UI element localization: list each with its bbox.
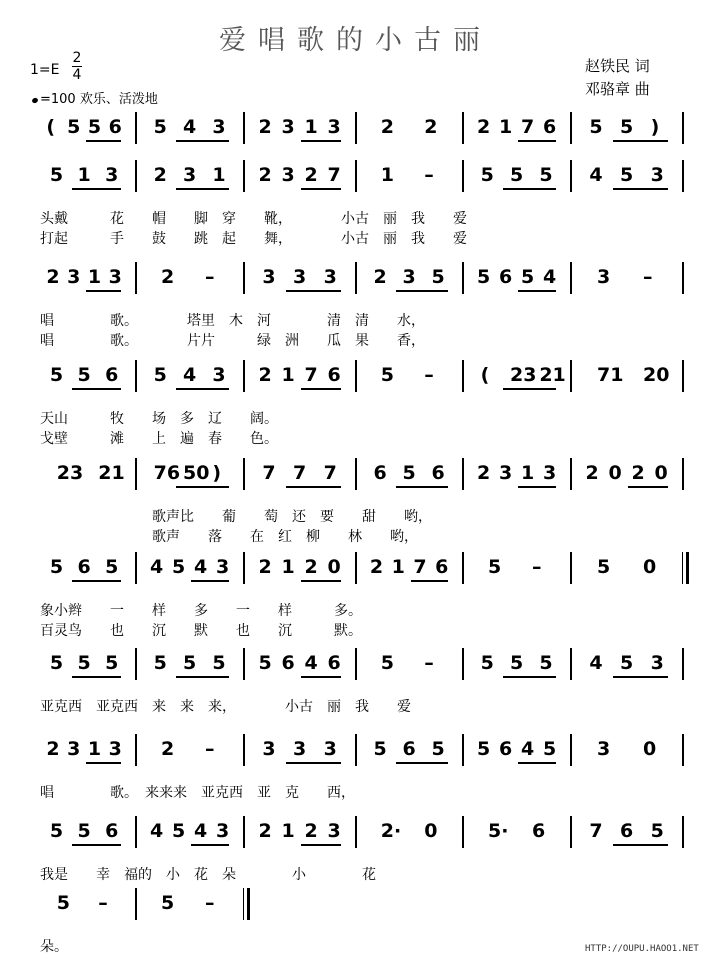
notation-token: 5 — [172, 820, 186, 842]
barline — [135, 262, 137, 294]
eighth-beam — [503, 388, 556, 390]
eighth-beam — [72, 388, 121, 390]
notation-token: 2 — [258, 116, 272, 138]
notation-token: 2 — [258, 164, 272, 186]
notation-token: 5 — [380, 652, 394, 674]
notation-token: 23 — [510, 364, 537, 386]
lyric-line: 唱 歌。 来来来 亚克西 亚 克 西， — [40, 785, 355, 801]
lyric-line: 亚克西 亚克西 来 来 来， 小古 丽 我 爱 — [40, 699, 411, 715]
notation-token: 3 — [216, 820, 230, 842]
notation-token: – — [424, 364, 434, 386]
notation-token: 1 — [281, 364, 295, 386]
notation-token: 3 — [108, 738, 122, 760]
notation-token: 5 — [521, 266, 535, 288]
barline — [243, 160, 245, 192]
barline — [682, 458, 684, 490]
eighth-beam — [411, 580, 449, 582]
notation-token: – — [205, 266, 215, 288]
barline — [462, 458, 464, 490]
notation-token: 1 — [87, 738, 102, 760]
barline — [570, 160, 572, 192]
notation-token: 3 — [262, 266, 276, 288]
staff-system — [0, 160, 711, 247]
notation-token: 5 — [431, 738, 445, 760]
notation-token: 5 — [650, 820, 664, 842]
notation-token: 1 — [304, 116, 318, 138]
lyric-line: 象小辫 一 样 多 一 样 多。 — [40, 603, 362, 619]
notation-token: 76 — [153, 462, 181, 484]
eighth-beam — [286, 290, 341, 292]
barline — [462, 160, 464, 192]
notation-token: 3 — [212, 364, 226, 386]
notation-token: 2 — [258, 820, 272, 842]
notation-token: 3 — [327, 820, 341, 842]
notation-token: 0 — [643, 738, 657, 760]
notation-token: 5 — [539, 652, 553, 674]
eighth-beam — [628, 486, 668, 488]
staff-system — [0, 552, 711, 639]
notation-token: 5 — [543, 738, 557, 760]
barline — [355, 458, 357, 490]
notation-token: ) — [650, 116, 660, 138]
notation-token: ( — [46, 116, 56, 138]
notation-token: 7 — [589, 820, 603, 842]
notation-token: – — [532, 556, 542, 578]
notation-token: 0 — [424, 820, 438, 842]
notation-token: 6 — [108, 116, 122, 138]
eighth-beam — [613, 844, 668, 846]
notation-token: 4 — [194, 556, 208, 578]
notation-token: 3 — [597, 738, 611, 760]
notation-token: 5 — [620, 116, 634, 138]
notation-token: 3 — [183, 164, 197, 186]
notation-token: 23 — [56, 462, 84, 484]
notation-token: 3 — [327, 116, 341, 138]
barline — [355, 816, 357, 848]
notation-token: 20 — [643, 364, 670, 386]
barline — [355, 262, 357, 294]
notation-token: 2 — [258, 364, 272, 386]
notation-token: 6 — [532, 820, 546, 842]
notation-token: 5 — [480, 652, 494, 674]
barline — [243, 888, 250, 920]
eighth-beam — [518, 762, 556, 764]
notation-token: 5 — [539, 164, 553, 186]
notation-token: 2 — [369, 556, 384, 578]
barline — [570, 816, 572, 848]
notation-token: 1 — [281, 556, 295, 578]
notation-token: 7 — [413, 556, 427, 578]
notation-token: 5 — [153, 652, 167, 674]
notation-token: 5 — [380, 364, 394, 386]
barline — [462, 262, 464, 294]
notation-token: 2 — [477, 462, 491, 484]
notation-token: 6 — [105, 820, 119, 842]
notation-token: 6 — [327, 364, 341, 386]
barline — [570, 112, 572, 144]
notation-token: 1 — [499, 116, 513, 138]
notation-token: 1 — [77, 164, 91, 186]
notation-token: – — [98, 892, 108, 914]
notation-token: 1 — [281, 820, 295, 842]
staff-system — [0, 458, 711, 545]
barline — [462, 360, 464, 392]
notation-token: 2 — [585, 462, 599, 484]
notation-token: 7 — [521, 116, 535, 138]
notation-token: 5 — [67, 116, 81, 138]
notation-token: 2 — [161, 266, 175, 288]
barline — [462, 112, 464, 144]
notation-token: 2 — [161, 738, 175, 760]
notation-token: 6 — [105, 364, 119, 386]
notation-token: 3 — [105, 164, 119, 186]
barline — [682, 112, 684, 144]
eighth-beam — [301, 844, 341, 846]
meter-top: 2 — [72, 50, 82, 66]
eighth-beam — [613, 188, 668, 190]
barline — [682, 816, 684, 848]
eighth-beam — [86, 762, 122, 764]
notation-token: 4 — [150, 820, 164, 842]
notation-token: 4 — [183, 116, 197, 138]
notation-token: 5 — [258, 652, 272, 674]
eighth-beam — [396, 486, 448, 488]
notation-token: 3 — [212, 116, 226, 138]
lyric-line: 天山 牧 场 多 辽 阔。 — [40, 411, 278, 427]
barline — [570, 458, 572, 490]
notation-token: 2 — [258, 556, 272, 578]
notation-token: 0 — [327, 556, 341, 578]
barline — [682, 160, 684, 192]
lyric-line: 唱 歌。 片片 绿 洲 瓜 果 香， — [40, 333, 425, 349]
eighth-beam — [396, 762, 448, 764]
notation-token: 1 — [391, 556, 405, 578]
notation-token: 5 — [172, 556, 186, 578]
notation-token: 6 — [402, 738, 416, 760]
notation-token: 2 — [304, 164, 318, 186]
eighth-beam — [286, 486, 341, 488]
notation-token: 3 — [650, 164, 664, 186]
barline — [682, 262, 684, 294]
eighth-beam — [86, 290, 122, 292]
notation-token: 5 — [161, 892, 175, 914]
barline — [355, 160, 357, 192]
barline — [355, 648, 357, 680]
barline — [135, 648, 137, 680]
lyric-line: 头戴 花 帽 脚 穿 靴， 小古 丽 我 爱 — [40, 211, 467, 227]
notation-token: 5 — [153, 116, 167, 138]
barline — [570, 360, 572, 392]
barline — [682, 360, 684, 392]
eighth-beam — [301, 188, 341, 190]
notation-token: 2 — [153, 164, 167, 186]
notation-token: 2 — [380, 116, 394, 138]
tempo-text: =100 欢乐、活泼地 — [40, 92, 158, 107]
lyric-line: 我是 幸 福的 小 花 朵 小 花 — [40, 867, 376, 883]
notation-token: 5 — [77, 364, 91, 386]
barline — [243, 648, 245, 680]
barline — [135, 360, 137, 392]
lyric-line: 戈壁 滩 上 遍 春 色。 — [40, 431, 278, 447]
barline — [462, 552, 464, 584]
notation-token: 5 — [105, 652, 119, 674]
notation-token: 5 — [373, 738, 387, 760]
notation-token: 3 — [281, 116, 295, 138]
eighth-beam — [191, 844, 229, 846]
song-title: 爱唱歌的小古丽 — [219, 25, 492, 56]
barline — [243, 552, 245, 584]
eighth-beam — [176, 140, 229, 142]
notation-token: 2 — [477, 116, 491, 138]
notation-token: 2 — [304, 820, 318, 842]
barline — [355, 552, 357, 584]
notation-token: 1 — [212, 164, 226, 186]
barline — [135, 888, 137, 920]
barline — [243, 360, 245, 392]
notation-token: – — [424, 164, 434, 186]
notation-token: 3 — [108, 266, 122, 288]
notation-token: 5 — [480, 164, 494, 186]
quarter-note-icon — [31, 97, 38, 104]
barline — [355, 734, 357, 766]
notation-token: 5 — [49, 652, 64, 674]
notation-token: 6 — [499, 266, 513, 288]
notation-token: 6 — [431, 462, 445, 484]
barline — [243, 816, 245, 848]
eighth-beam — [72, 676, 121, 678]
barline — [570, 552, 572, 584]
notation-token: 7 — [293, 462, 307, 484]
eighth-beam — [301, 676, 341, 678]
notation-token: 4 — [183, 364, 197, 386]
notation-token: 3 — [402, 266, 416, 288]
notation-token: ( — [480, 364, 490, 386]
notation-token: 2 — [304, 556, 318, 578]
barline — [355, 360, 357, 392]
watermark: HTTP://OUPU.HAOO1.NET — [585, 944, 699, 954]
barline — [243, 458, 245, 490]
notation-token: 6 — [499, 738, 513, 760]
notation-token: 5 — [77, 652, 91, 674]
meter-bottom: 4 — [72, 67, 82, 83]
staff-system — [0, 262, 711, 349]
notation-token: 21 — [539, 364, 566, 386]
eighth-beam — [176, 486, 229, 488]
notation-token: 3 — [293, 266, 307, 288]
eighth-beam — [72, 844, 121, 846]
notation-token: 7 — [262, 462, 276, 484]
notation-token: 3 — [499, 462, 513, 484]
notation-token: 6 — [620, 820, 634, 842]
lyric-line: 打起 手 鼓 跳 起 舞， 小古 丽 我 爱 — [40, 231, 467, 247]
barline — [243, 734, 245, 766]
staff-system — [0, 816, 711, 883]
notation-token: 1 — [380, 164, 394, 186]
eighth-beam — [72, 188, 121, 190]
key-signature: 1=E — [30, 62, 60, 78]
notation-token: 5 — [87, 116, 102, 138]
notation-token: 21 — [98, 462, 125, 484]
notation-token: 5 — [183, 652, 197, 674]
lyric-line: 歌声比 葡 萄 还 要 甜 哟， — [40, 509, 432, 525]
barline — [682, 734, 684, 766]
notation-token: 5 — [477, 266, 491, 288]
barline — [682, 648, 684, 680]
eighth-beam — [72, 580, 121, 582]
composer-credit: 邓骆章 曲 — [585, 80, 650, 98]
notation-token: 2 — [46, 266, 60, 288]
notation-token: 2 — [631, 462, 645, 484]
notation-token: 5· — [488, 820, 509, 842]
notation-token: 50 — [183, 462, 210, 484]
notation-token: – — [643, 266, 653, 288]
eighth-beam — [503, 188, 556, 190]
eighth-beam — [176, 676, 229, 678]
barline — [570, 734, 572, 766]
notation-token: 6 — [543, 116, 557, 138]
lyricist-credit: 赵铁民 词 — [585, 57, 650, 75]
barline — [570, 262, 572, 294]
notation-token: 3 — [293, 738, 307, 760]
barline — [355, 112, 357, 144]
notation-token: 3 — [597, 266, 611, 288]
notation-token: 1 — [87, 266, 102, 288]
notation-token: 4 — [543, 266, 557, 288]
barline — [135, 734, 137, 766]
barline — [570, 648, 572, 680]
barline — [135, 160, 137, 192]
notation-token: 6 — [435, 556, 449, 578]
barline — [135, 552, 137, 584]
barline — [243, 112, 245, 144]
staff-system — [0, 734, 711, 801]
barline — [135, 458, 137, 490]
notation-token: 3 — [67, 266, 81, 288]
lyric-line: 歌声 落 在 红 柳 林 哟， — [40, 529, 418, 545]
notation-token: 0 — [643, 556, 657, 578]
barline — [682, 552, 689, 584]
notation-token: 4 — [521, 738, 535, 760]
notation-token: 71 — [597, 364, 624, 386]
notation-token: 5 — [105, 556, 119, 578]
notation-token: 6 — [77, 556, 91, 578]
notation-token: 4 — [304, 652, 318, 674]
barline — [243, 262, 245, 294]
notation-token: 6 — [373, 462, 387, 484]
notation-token: 7 — [327, 164, 341, 186]
eighth-beam — [396, 290, 448, 292]
eighth-beam — [301, 388, 341, 390]
notation-token: 2 — [373, 266, 387, 288]
notation-token: 5 — [510, 652, 524, 674]
notation-token: 5 — [49, 820, 64, 842]
eighth-beam — [176, 188, 229, 190]
notation-token: 5 — [153, 364, 167, 386]
barline — [462, 816, 464, 848]
eighth-beam — [301, 580, 341, 582]
notation-token: – — [424, 652, 434, 674]
time-signature — [72, 50, 82, 83]
notation-token: 5 — [56, 892, 70, 914]
notation-token: 5 — [620, 652, 634, 674]
barline — [135, 816, 137, 848]
eighth-beam — [286, 762, 341, 764]
notation-token: 0 — [654, 462, 668, 484]
notation-token: 2 — [424, 116, 438, 138]
eighth-beam — [518, 290, 556, 292]
notation-token: 7 — [323, 462, 337, 484]
notation-token: 5 — [589, 116, 603, 138]
notation-token: 3 — [216, 556, 230, 578]
notation-token: – — [205, 738, 215, 760]
notation-token: 5 — [402, 462, 416, 484]
notation-token: 5 — [212, 652, 226, 674]
notation-token: ) — [212, 462, 222, 484]
eighth-beam — [301, 140, 341, 142]
notation-token: 3 — [67, 738, 81, 760]
notation-token: 5 — [477, 738, 491, 760]
eighth-beam — [613, 140, 668, 142]
notation-token: 2 — [46, 738, 60, 760]
notation-token: 5 — [620, 164, 634, 186]
barline — [462, 734, 464, 766]
notation-token: 2· — [380, 820, 402, 842]
notation-token: 3 — [543, 462, 557, 484]
notation-token: 5 — [49, 556, 64, 578]
eighth-beam — [518, 486, 556, 488]
notation-token: 5 — [488, 556, 502, 578]
lyric-line: 唱 歌。 塔里 木 河 清 清 水， — [40, 313, 425, 329]
notation-token: 4 — [194, 820, 208, 842]
notation-token: 5 — [77, 820, 91, 842]
eighth-beam — [518, 140, 556, 142]
barline — [135, 112, 137, 144]
eighth-beam — [176, 388, 229, 390]
notation-token: 3 — [281, 164, 295, 186]
notation-token: 3 — [323, 266, 337, 288]
eighth-beam — [86, 140, 122, 142]
notation-token: 5 — [49, 364, 64, 386]
notation-token: 5 — [431, 266, 445, 288]
lyric-line: 朵。 — [40, 939, 68, 955]
barline — [462, 648, 464, 680]
notation-token: – — [205, 892, 215, 914]
staff-system — [0, 360, 711, 447]
notation-token: 3 — [262, 738, 276, 760]
notation-token: 7 — [304, 364, 318, 386]
eighth-beam — [613, 676, 668, 678]
staff-system — [0, 112, 711, 152]
lyric-line: 百灵鸟 也 沉 默 也 沉 默。 — [40, 623, 362, 639]
notation-token: 5 — [49, 164, 64, 186]
notation-token: 1 — [521, 462, 535, 484]
notation-token: 5 — [510, 164, 524, 186]
notation-token: 5 — [597, 556, 611, 578]
tempo-marking — [32, 88, 158, 107]
notation-token: 6 — [327, 652, 341, 674]
notation-token: 3 — [323, 738, 337, 760]
eighth-beam — [503, 676, 556, 678]
notation-token: 4 — [589, 652, 603, 674]
eighth-beam — [191, 580, 229, 582]
notation-token: 0 — [608, 462, 622, 484]
notation-token: 6 — [281, 652, 295, 674]
notation-token: 4 — [589, 164, 603, 186]
notation-token: 3 — [650, 652, 664, 674]
staff-system — [0, 648, 711, 715]
notation-token: 4 — [150, 556, 164, 578]
